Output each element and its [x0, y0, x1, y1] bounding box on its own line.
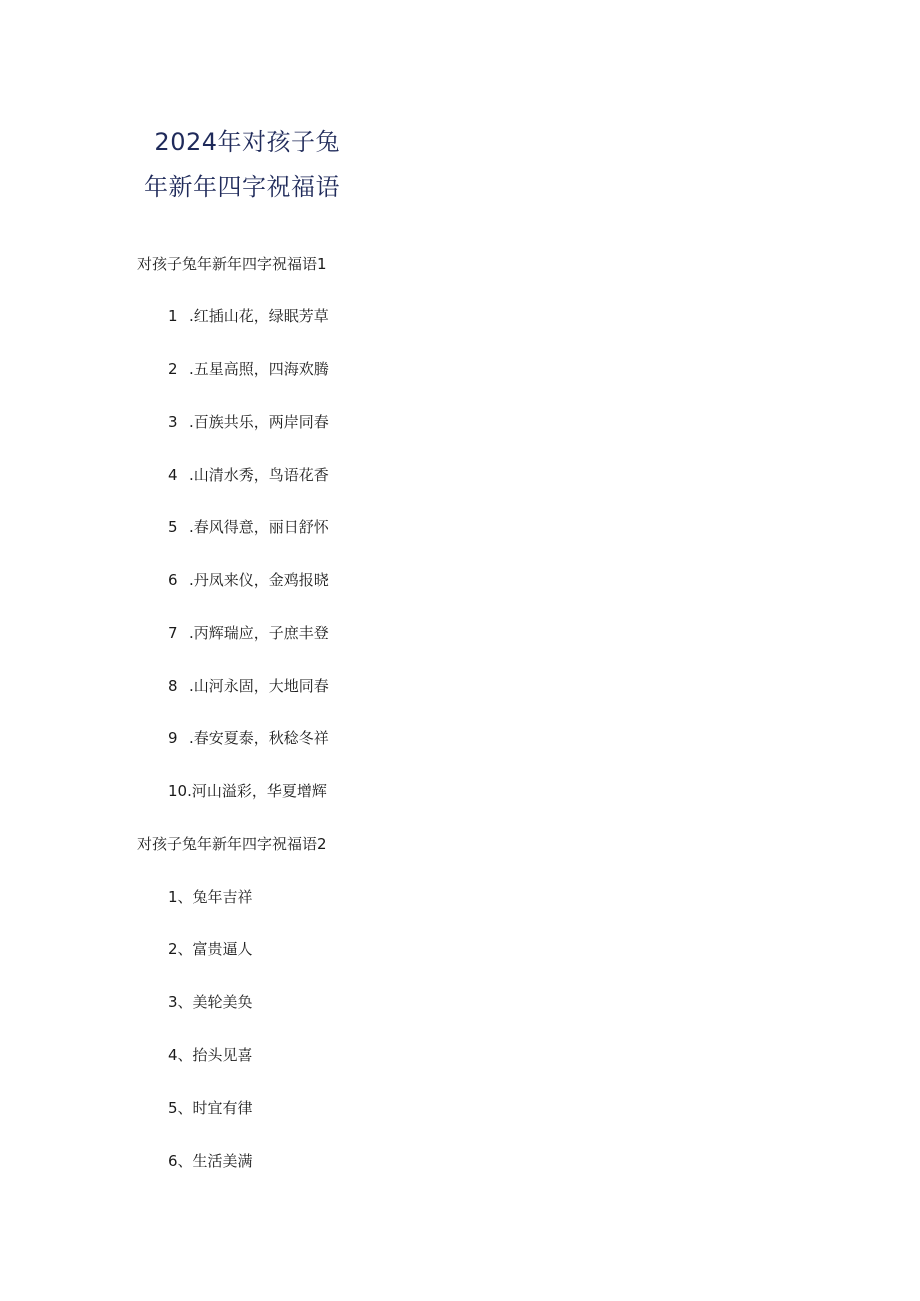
item-text: .五星高照，四海欢腾: [189, 360, 329, 378]
item-text: .山清水秀，鸟语花香: [189, 466, 329, 484]
item-text: .红插山花，绿眠芳草: [189, 307, 329, 325]
section-heading-2: 对孩子兔年新年四字祝福语2: [137, 835, 327, 853]
item-number: 7: [168, 624, 178, 642]
item-number: 5: [168, 518, 178, 536]
item-number: 1: [168, 307, 178, 325]
document-title-line-1: 2024年对孩子兔: [154, 128, 340, 156]
item-number: 4: [168, 466, 178, 484]
item-text: .百族共乐，两岸同春: [189, 413, 329, 431]
item-text: 3、美轮美奂: [168, 993, 253, 1011]
item-text: 5、时宜有律: [168, 1099, 253, 1117]
item-text: 4、抬头见喜: [168, 1046, 253, 1064]
item-text: 1、兔年吉祥: [168, 888, 253, 906]
item-text: .春风得意，丽日舒怀: [189, 518, 329, 536]
item-number: 2: [168, 360, 178, 378]
item-text: .丹凤来仪，金鸡报晓: [189, 571, 329, 589]
item-number: 9: [168, 729, 178, 747]
item-text: .山河永固，大地同春: [189, 677, 329, 695]
section-heading-1: 对孩子兔年新年四字祝福语1: [137, 255, 327, 273]
item-text: 10.河山溢彩，华夏增辉: [168, 782, 327, 800]
item-number: 3: [168, 413, 178, 431]
item-text: 6、生活美满: [168, 1152, 253, 1170]
item-text: 2、富贵逼人: [168, 940, 253, 958]
item-number: 8: [168, 677, 178, 695]
item-text: .春安夏泰，秋稔冬祥: [189, 729, 329, 747]
item-text: .丙辉瑞应，子庶丰登: [189, 624, 329, 642]
document-title-line-2: 年新年四字祝福语: [144, 173, 340, 201]
item-number: 6: [168, 571, 178, 589]
